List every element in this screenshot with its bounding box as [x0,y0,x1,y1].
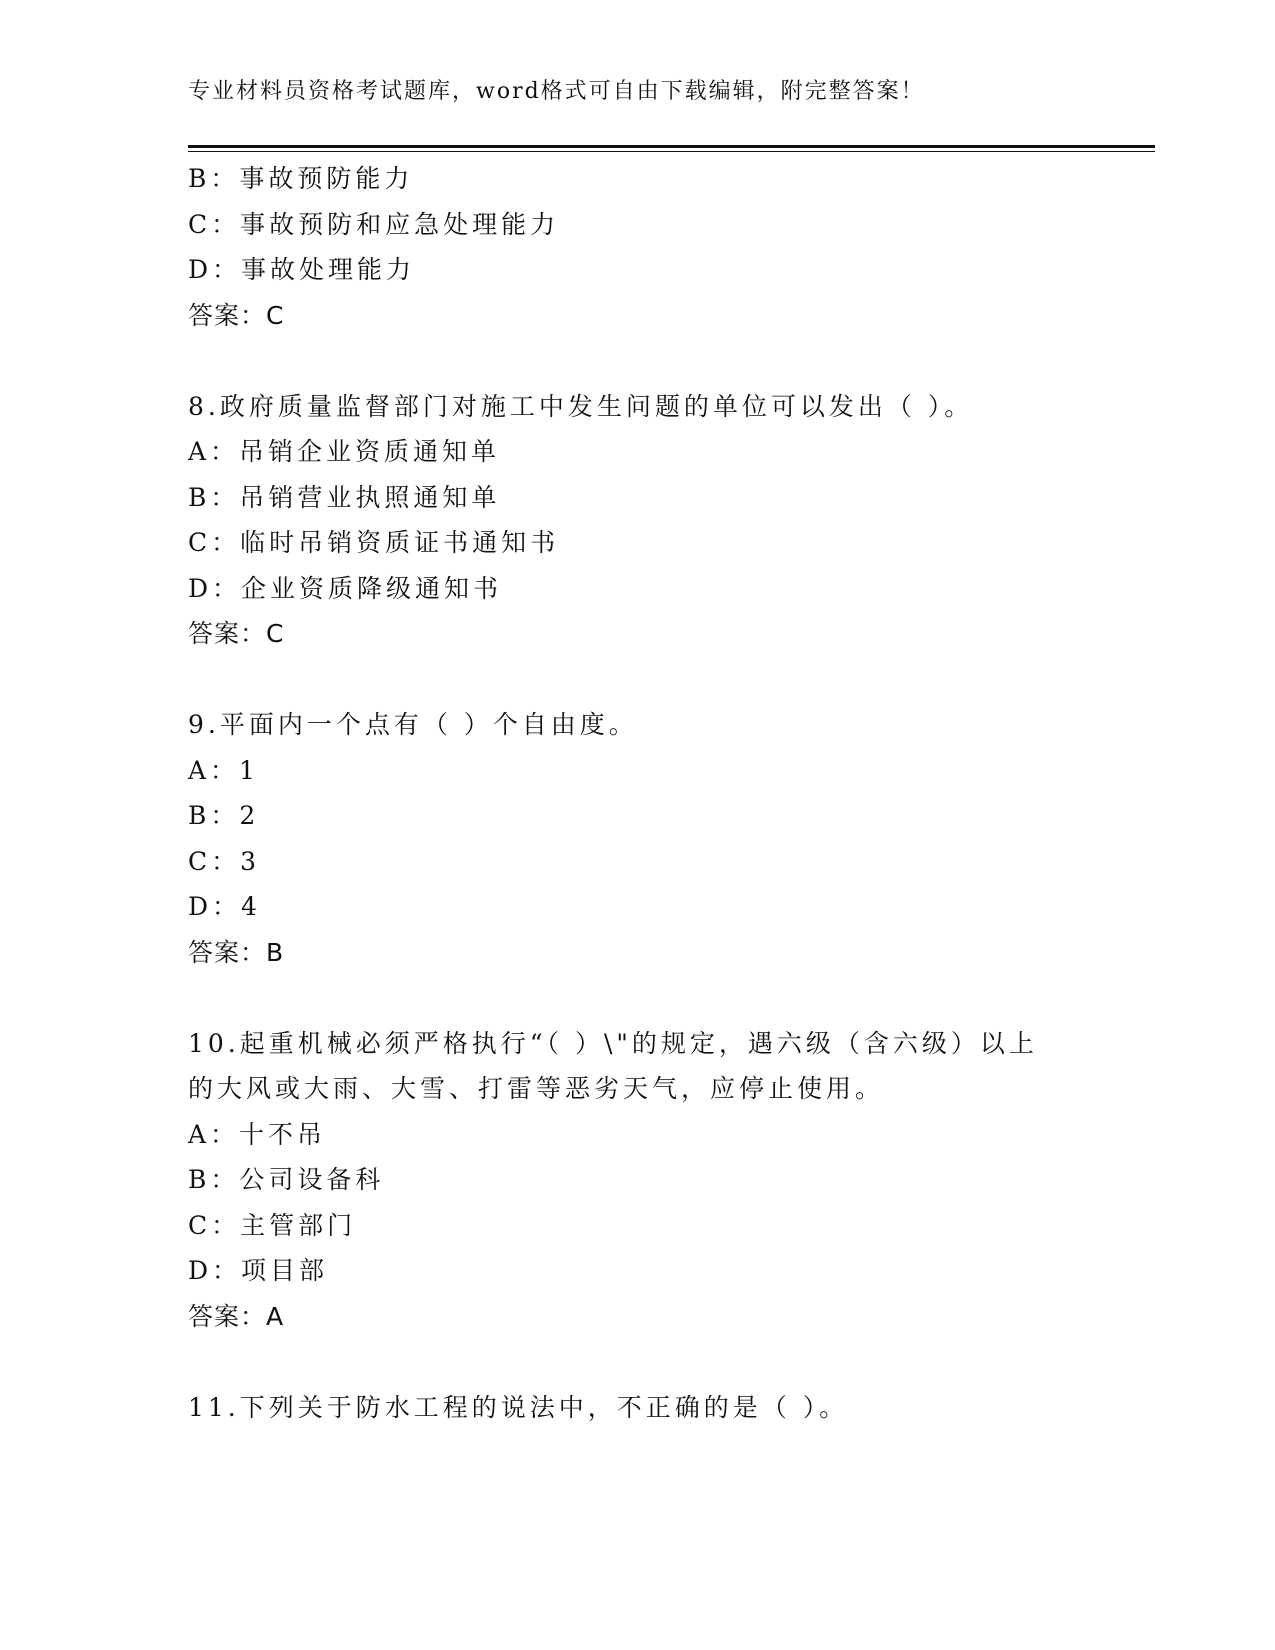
question-content [188,156,1088,1430]
option-line: A：十不吊 [188,1119,327,1149]
spacer [188,657,1088,703]
option-line: C：临时吊销资质证书通知书 [188,528,560,557]
answer-line: 答案：A [188,1301,285,1331]
question-line: 10.起重机械必须严格执行“（ ）\"的规定，遇六级（含六级）以上 [188,1028,1038,1058]
option-line: C：主管部门 [188,1210,357,1240]
answer-line: 答案：C [188,619,285,648]
option-line: D：项目部 [188,1256,329,1285]
page-header-title: 专业材料员资格考试题库，word格式可自由下载编辑，附完整答案！ [188,79,925,104]
option-line: D：事故处理能力 [188,255,416,284]
question-line: 8.政府质量监督部门对施工中发生问题的单位可以发出（ ）。 [188,391,974,421]
option-line: A：1 [188,755,259,785]
option-line: B：吊销营业执照通知单 [188,482,501,512]
option-line: A：吊销企业资质通知单 [188,437,501,466]
question-line: 9.平面内一个点有（ ）个自由度。 [188,710,638,739]
spacer [188,975,1088,1021]
spacer [188,1339,1088,1385]
option-line: C：事故预防和应急处理能力 [188,209,560,239]
option-line: B：公司设备科 [188,1165,385,1194]
option-line: B：事故预防能力 [188,164,414,193]
question-line: 的大风或大雨、大雪、打雷等恶劣天气，应停止使用。 [188,1074,885,1103]
option-line: D：4 [188,892,261,921]
option-line: D：企业资质降级通知书 [188,573,503,603]
header-divider-thick [188,145,1155,148]
spacer [188,338,1088,384]
question-line: 11.下列关于防水工程的说法中，不正确的是（ ）。 [188,1392,849,1422]
header-divider-thin [188,151,1155,152]
option-line: B：2 [188,801,260,830]
answer-line: 答案：B [188,937,285,967]
answer-line: 答案：C [188,300,285,330]
option-line: C：3 [188,846,261,876]
